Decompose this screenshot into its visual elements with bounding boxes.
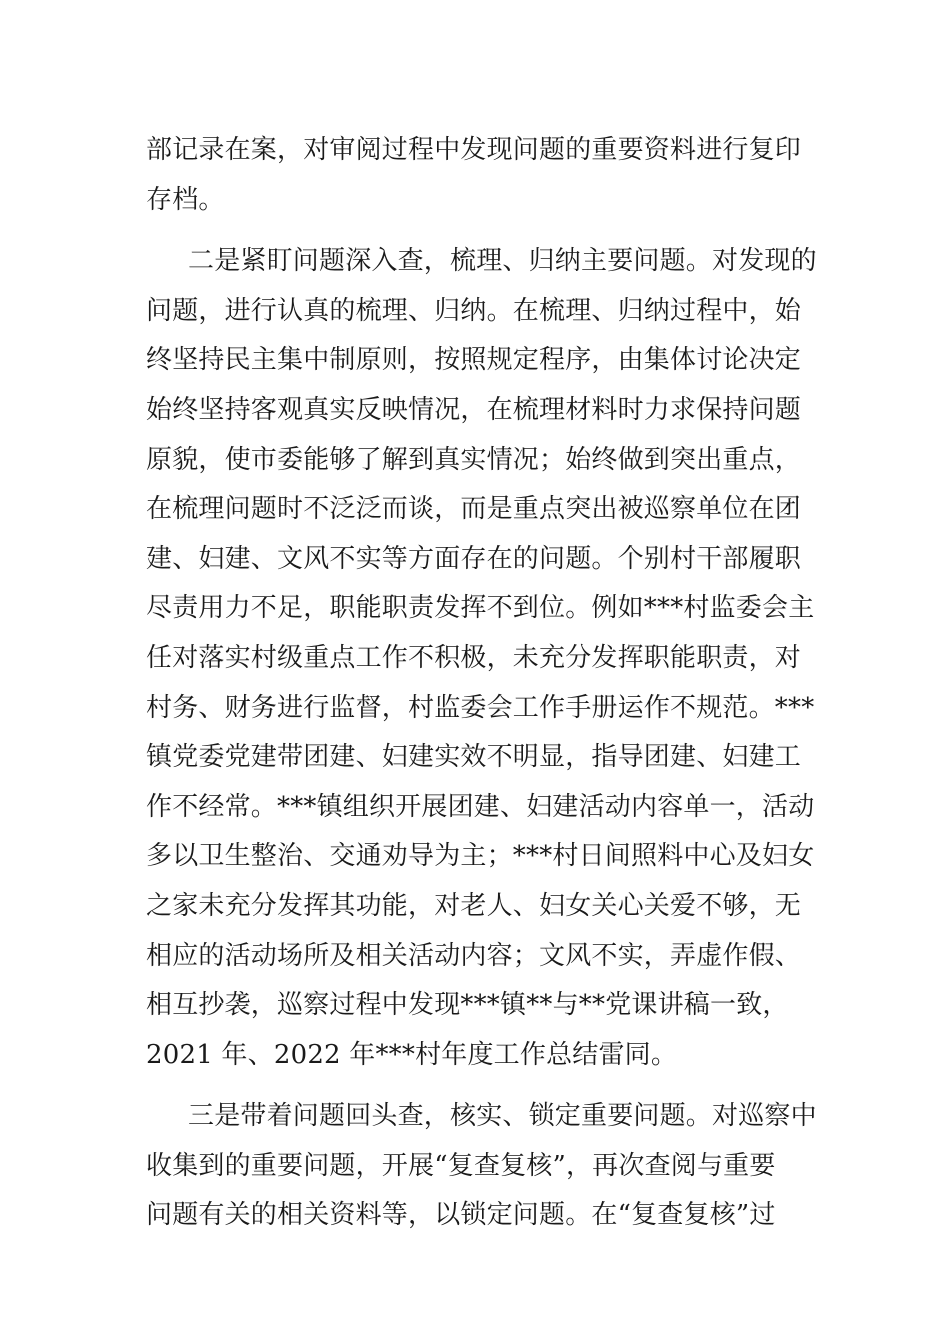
text-line: 之家未充分发挥其功能，对老人、妇女关心关爱不够，无 <box>146 890 802 921</box>
text-line: 作不经常。***镇组织开展团建、妇建活动内容单一，活动 <box>146 791 815 822</box>
text-line: 收集到的重要问题，开展“复查复核”，再次查阅与重要 <box>146 1150 776 1181</box>
text-line: 村务、财务进行监督，村监委会工作手册运作不规范。*** <box>146 692 815 723</box>
text-line: 镇党委党建带团建、妇建实效不明显，指导团建、妇建工 <box>146 742 802 773</box>
text-line: 三是带着问题回头查，核实、锁定重要问题。对巡察中 <box>188 1101 817 1132</box>
text-line: 原貌，使市委能够了解到真实情况；始终做到突出重点， <box>146 444 802 475</box>
paragraph-1 <box>146 126 814 225</box>
text-line: 问题，进行认真的梳理、归纳。在梳理、归纳过程中，始 <box>146 295 802 326</box>
text-line: 相互抄袭，巡察过程中发现***镇**与**党课讲稿一致， <box>146 990 789 1021</box>
text-line: 二是紧盯问题深入查，梳理、归纳主要问题。对发现的 <box>188 246 817 277</box>
paragraph-3 <box>146 1092 817 1241</box>
text-line: 始终坚持客观真实反映情况，在梳理材料时力求保持问题 <box>146 394 802 425</box>
text-line: 问题有关的相关资料等，以锁定问题。在“复查复核”过 <box>146 1200 776 1231</box>
text-line: 任对落实村级重点工作不积极，未充分发挥职能职责，对 <box>146 642 802 673</box>
paragraph-2 <box>146 237 817 1080</box>
text-line: 相应的活动场所及相关活动内容；文风不实，弄虚作假、 <box>146 940 802 971</box>
text-line: 尽责用力不足，职能职责发挥不到位。例如***村监委会主 <box>146 593 815 624</box>
body-text <box>146 126 817 1241</box>
text-line: 部记录在案，对审阅过程中发现问题的重要资料进行复印 <box>146 135 802 165</box>
text-line: 多以卫生整治、交通劝导为主；***村日间照料中心及妇女 <box>146 841 815 872</box>
text-line: 在梳理问题时不泛泛而谈，而是重点突出被巡察单位在团 <box>146 494 802 525</box>
text-line: 存档。 <box>146 184 225 215</box>
text-line: 终坚持民主集中制原则，按照规定程序，由集体讨论决定 <box>146 345 802 376</box>
text-line: 2021 年、2022 年***村年度工作总结雷同。 <box>146 1039 678 1070</box>
text-line: 建、妇建、文风不实等方面存在的问题。个别村干部履职 <box>146 543 802 574</box>
